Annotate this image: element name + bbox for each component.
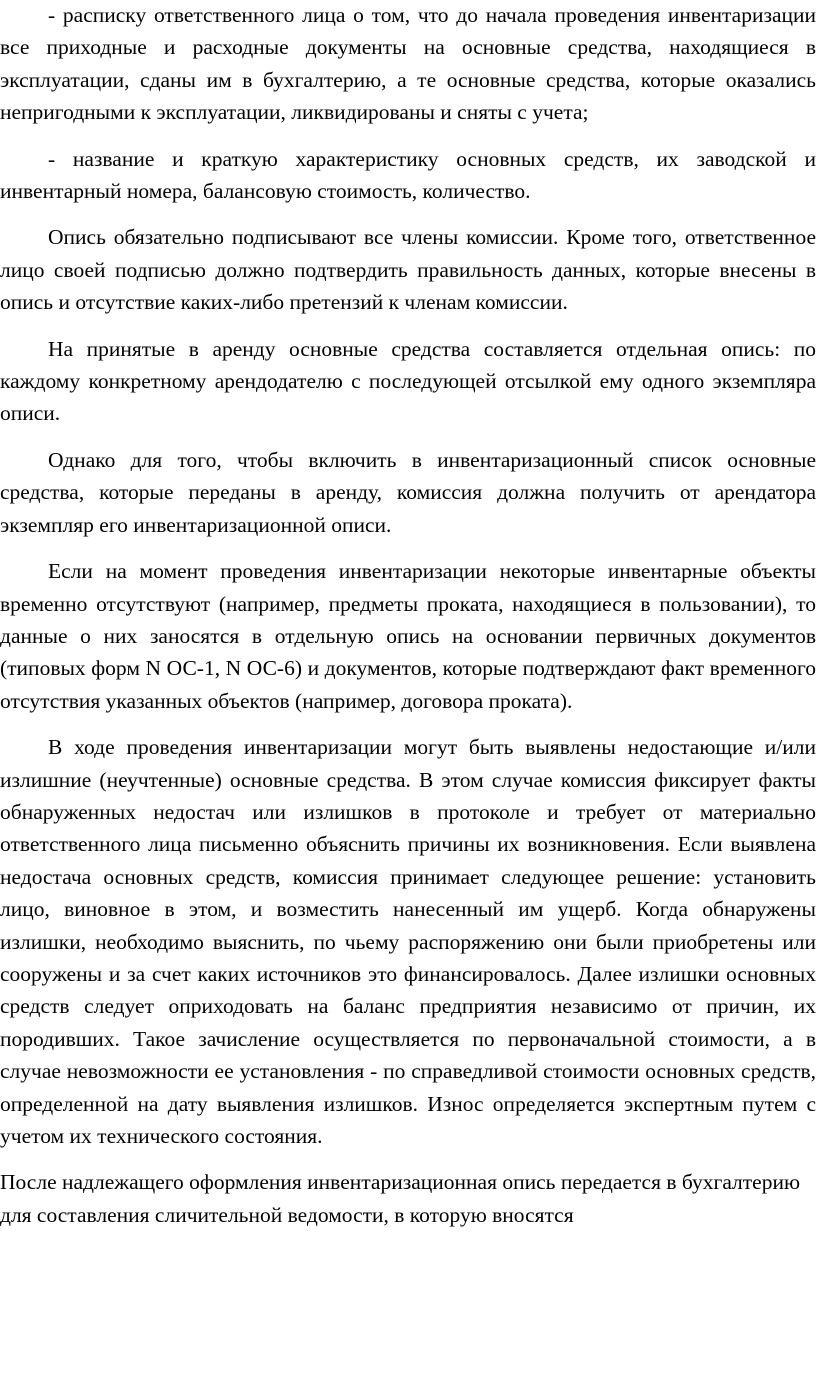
paragraph-characteristics: - название и краткую характеристику основных средств, их заводской и инвентарный номера, балансовую стоимость, количество.	[0, 146, 816, 204]
paragraph-signatures: Опись обязательно подписывают все члены комиссии. Кроме того, ответственное лицо своей подписью должно подтвердить правильность данных, которые внесены в опись и отсутствие каких-либо претензий к членам комиссии.	[0, 225, 816, 315]
paragraph-leased-assets: На принятые в аренду основные средства составляется отдельная опись: по каждому конкретному арендодателю с последующей отсылкой ему одного экземпляра описи.	[0, 336, 816, 426]
paragraph-shortages-surpluses: В ходе проведения инвентаризации могут быть выявлены недостающие и/или излишние (неучтенные) основные средства. В этом случае комиссия фиксирует факты обнаруженных недостач или излишков в протоколе и требует от материально ответственного лица письменно объяснить причины их возникновения. Если выявлена недостача основных средств, комиссия принимает следующее решение: установить лицо, виновное в этом, и возместить нанесенный им ущерб. Когда обнаружены излишки, необходимо выяснить, по чьему распоряжению они были приобретены или сооружены и за счет каких источников это финансировалось. Далее излишки основных средств следует оприходовать на баланс предприятия независимо от причин, их породивших. Такое зачисление осуществляется по первоначальной стоимости, а в случае невозможности ее установления - по справедливой стоимости основных средств, определенной на дату выявления излишков. Износ определяется экспертным путем с учетом их технического состояния.	[0, 735, 816, 1148]
paragraph-receipt: - расписку ответственного лица о том, что до начала проведения инвентаризации все приходные и расходные документы на основные средства, находящиеся в эксплуатации, сданы им в бухгалтерию, а те основные средства, которые оказались непригодными к эксплуатации, ликвидированы и сняты с учета;	[0, 3, 816, 125]
paragraph-leased-out-assets: Однако для того, чтобы включить в инвентаризационный список основные средства, которые переданы в аренду, комиссия должна получить от арендатора экземпляр его инвентаризационной описи.	[0, 447, 816, 537]
paragraph-reconciliation: После надлежащего оформления инвентаризационная опись передается в бухгалтерию для составления сличительной ведомости, в которую вносятся	[0, 1170, 801, 1227]
paragraph-temporarily-absent: Если на момент проведения инвентаризации некоторые инвентарные объекты временно отсутствуют (например, предметы проката, находящиеся в пользовании), то данные о них заносятся в отдельную опись на основании первичных документов (типовых форм N ОС-1, N ОС-6) и документов, которые подтверждают факт временного отсутствия указанных объектов (например, договора проката).	[0, 559, 816, 713]
